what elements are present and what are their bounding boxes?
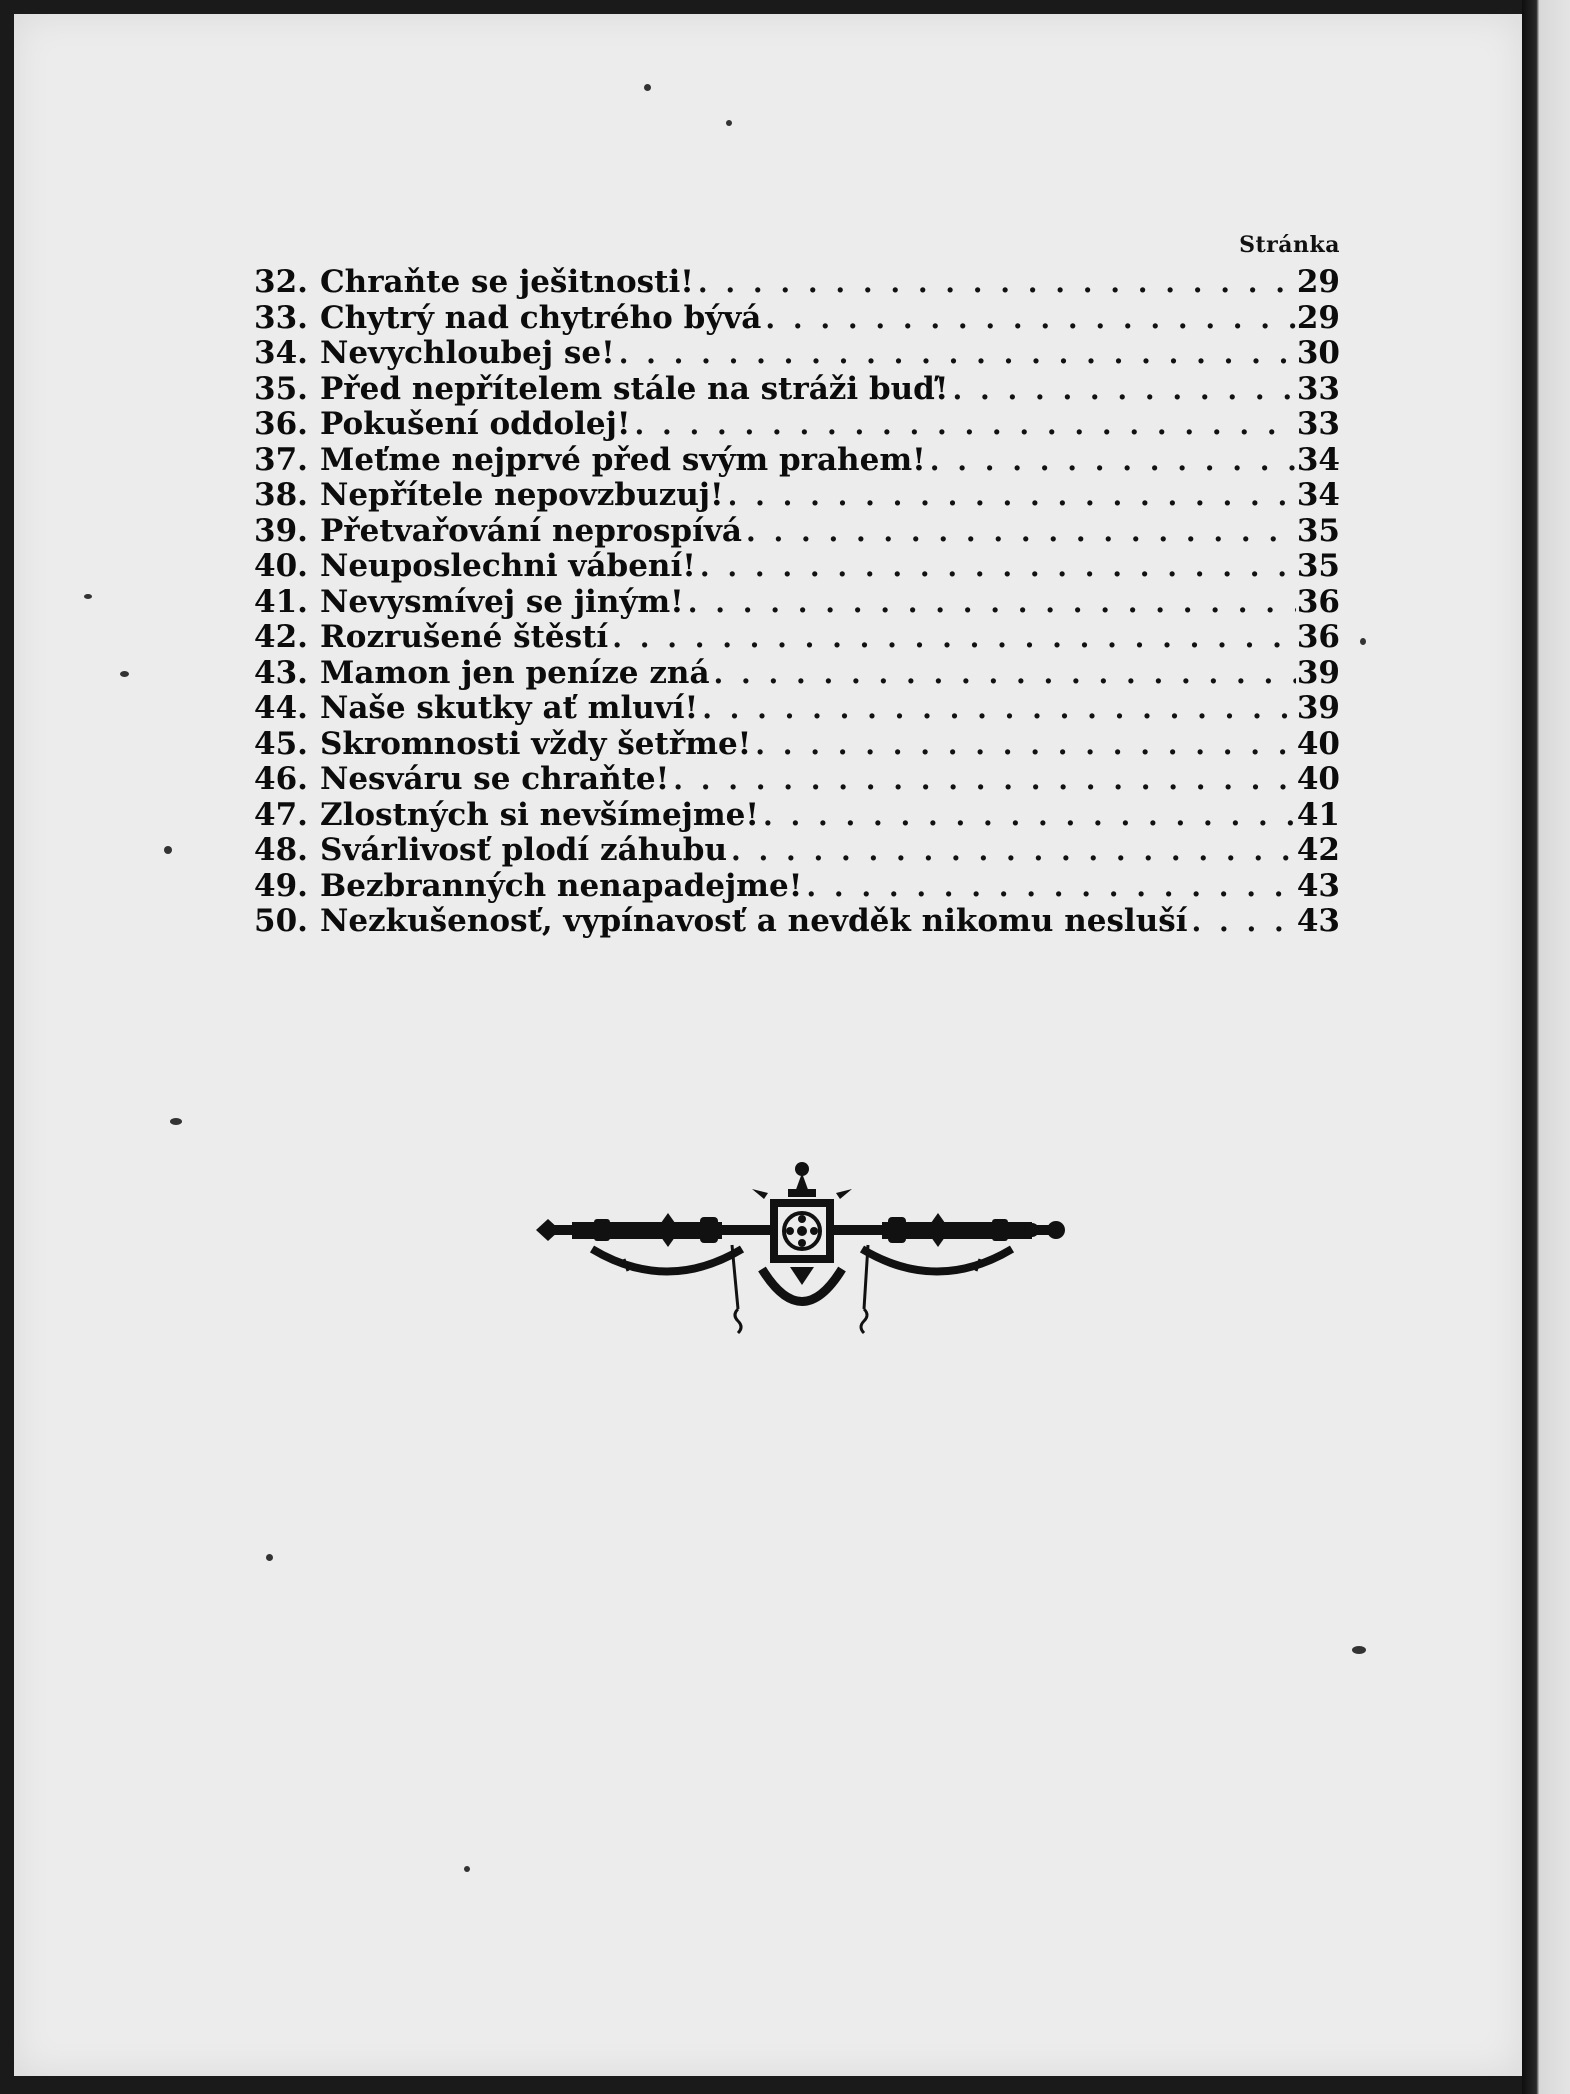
ink-speck <box>464 1866 470 1872</box>
dot-leader <box>688 586 1296 619</box>
entry-title: Meťme nejprvé před svým prahem! <box>320 441 926 478</box>
toc-entry <box>254 726 1340 762</box>
entry-page-number: 29 <box>1296 264 1340 300</box>
entry-page-number: 34 <box>1296 441 1340 478</box>
entry-number: 37. <box>254 441 308 478</box>
entry-title: Skromnosti vždy šetřme! <box>320 725 752 762</box>
entry-page-number: 30 <box>1296 335 1340 371</box>
entry-page-number: 41 <box>1296 796 1340 833</box>
toc-entry <box>254 264 1340 300</box>
dot-leader <box>765 302 1296 335</box>
ink-speck <box>266 1554 273 1561</box>
entry-number: 50. <box>254 903 308 939</box>
entry-title: Pokušení oddolej! <box>320 406 631 442</box>
toc-entry <box>254 584 1340 620</box>
ink-speck <box>84 594 92 599</box>
entry-page-number: 33 <box>1296 370 1340 407</box>
entry-title: Nevysmívej se jiným! <box>320 583 684 620</box>
entry-title: Nesváru se chraňte! <box>320 761 670 797</box>
entry-page-number: 39 <box>1296 690 1340 726</box>
toc-entry <box>254 690 1340 726</box>
entry-number: 36. <box>254 406 308 442</box>
entry-number: 38. <box>254 477 308 513</box>
entry-page-number: 43 <box>1296 903 1340 939</box>
toc-entry <box>254 832 1340 868</box>
entry-page-number: 35 <box>1296 512 1340 549</box>
entry-page-number: 42 <box>1296 832 1340 868</box>
toc-entry <box>254 300 1340 336</box>
book-page <box>14 14 1522 2076</box>
dot-leader <box>930 444 1296 477</box>
dot-leader <box>673 763 1296 796</box>
entry-title: Bezbranných nenapadejme! <box>320 867 803 904</box>
entry-number: 45. <box>254 725 308 762</box>
entry-number: 40. <box>254 548 308 584</box>
entry-title: Nevychloubej se! <box>320 335 615 371</box>
entry-title: Neuposlechni vábení! <box>320 548 696 584</box>
entry-number: 42. <box>254 619 308 655</box>
dot-leader <box>763 799 1296 832</box>
entry-title: Nezkušenosť, vypínavosť a nevděk nikomu nesluší <box>320 903 1188 939</box>
entry-number: 33. <box>254 299 308 336</box>
entry-number: 46. <box>254 761 308 797</box>
dot-leader <box>806 870 1296 903</box>
page-column-header: Stránka <box>1239 232 1340 258</box>
entry-title: Svárlivosť plodí záhubu <box>320 832 727 868</box>
entry-title: Zlostných si nevšímejme! <box>320 796 760 833</box>
dot-leader <box>728 479 1296 512</box>
table-of-contents <box>254 232 1340 939</box>
toc-entry <box>254 442 1340 478</box>
decorative-vignette-icon <box>532 1159 1072 1349</box>
toc-entry <box>254 868 1340 904</box>
ink-speck <box>170 1118 182 1125</box>
entry-page-number: 33 <box>1296 406 1340 442</box>
toc-entry <box>254 335 1340 371</box>
entry-title: Nepřítele nepovzbuzuj! <box>320 477 724 513</box>
toc-entry <box>254 619 1340 655</box>
toc-entry <box>254 406 1340 442</box>
entry-number: 47. <box>254 796 308 833</box>
dot-leader <box>731 834 1296 867</box>
entry-number: 49. <box>254 867 308 904</box>
entry-number: 39. <box>254 512 308 549</box>
dot-leader <box>698 266 1296 299</box>
entry-number: 34. <box>254 335 308 371</box>
dot-leader <box>746 515 1296 548</box>
dot-leader <box>634 408 1296 441</box>
book-spine-edge <box>1522 0 1570 2094</box>
dot-leader <box>702 692 1296 725</box>
dot-leader <box>612 621 1296 654</box>
entry-title: Přetvařování neprospívá <box>320 512 742 549</box>
entry-number: 32. <box>254 264 308 300</box>
ink-speck <box>726 120 732 126</box>
ink-speck <box>1352 1646 1366 1654</box>
toc-entry <box>254 513 1340 549</box>
dot-leader <box>619 337 1296 370</box>
entry-number: 48. <box>254 832 308 868</box>
entry-page-number: 40 <box>1296 761 1340 797</box>
entry-page-number: 36 <box>1296 619 1340 655</box>
ink-speck <box>164 846 172 854</box>
toc-entry <box>254 371 1340 407</box>
entry-number: 43. <box>254 654 308 691</box>
entry-page-number: 35 <box>1296 548 1340 584</box>
entry-number: 41. <box>254 583 308 620</box>
dot-leader <box>714 657 1296 690</box>
toc-entry <box>254 548 1340 584</box>
entry-page-number: 40 <box>1296 725 1340 762</box>
entry-title: Chraňte se ješitnosti! <box>320 264 694 300</box>
entry-number: 44. <box>254 690 308 726</box>
dot-leader <box>1191 905 1296 938</box>
toc-list <box>254 264 1340 939</box>
entry-title: Naše skutky ať mluví! <box>320 690 699 726</box>
entry-page-number: 43 <box>1296 867 1340 904</box>
entry-page-number: 36 <box>1296 583 1340 620</box>
entry-page-number: 39 <box>1296 654 1340 691</box>
toc-entry <box>254 477 1340 513</box>
toc-entry <box>254 903 1340 939</box>
toc-entry <box>254 655 1340 691</box>
entry-number: 35. <box>254 370 308 407</box>
toc-entry <box>254 761 1340 797</box>
dot-leader <box>700 550 1296 583</box>
ink-speck <box>644 84 651 91</box>
dot-leader <box>755 728 1296 761</box>
entry-title: Rozrušené štěstí <box>320 619 609 655</box>
dot-leader <box>952 373 1296 406</box>
ink-speck <box>120 671 129 677</box>
entry-title: Chytrý nad chytrého bývá <box>320 299 762 336</box>
entry-page-number: 29 <box>1296 299 1340 336</box>
entry-title: Mamon jen peníze zná <box>320 654 710 691</box>
ink-speck <box>1360 638 1366 645</box>
entry-page-number: 34 <box>1296 477 1340 513</box>
toc-entry <box>254 797 1340 833</box>
entry-title: Před nepřítelem stále na stráži buď! <box>320 370 949 407</box>
